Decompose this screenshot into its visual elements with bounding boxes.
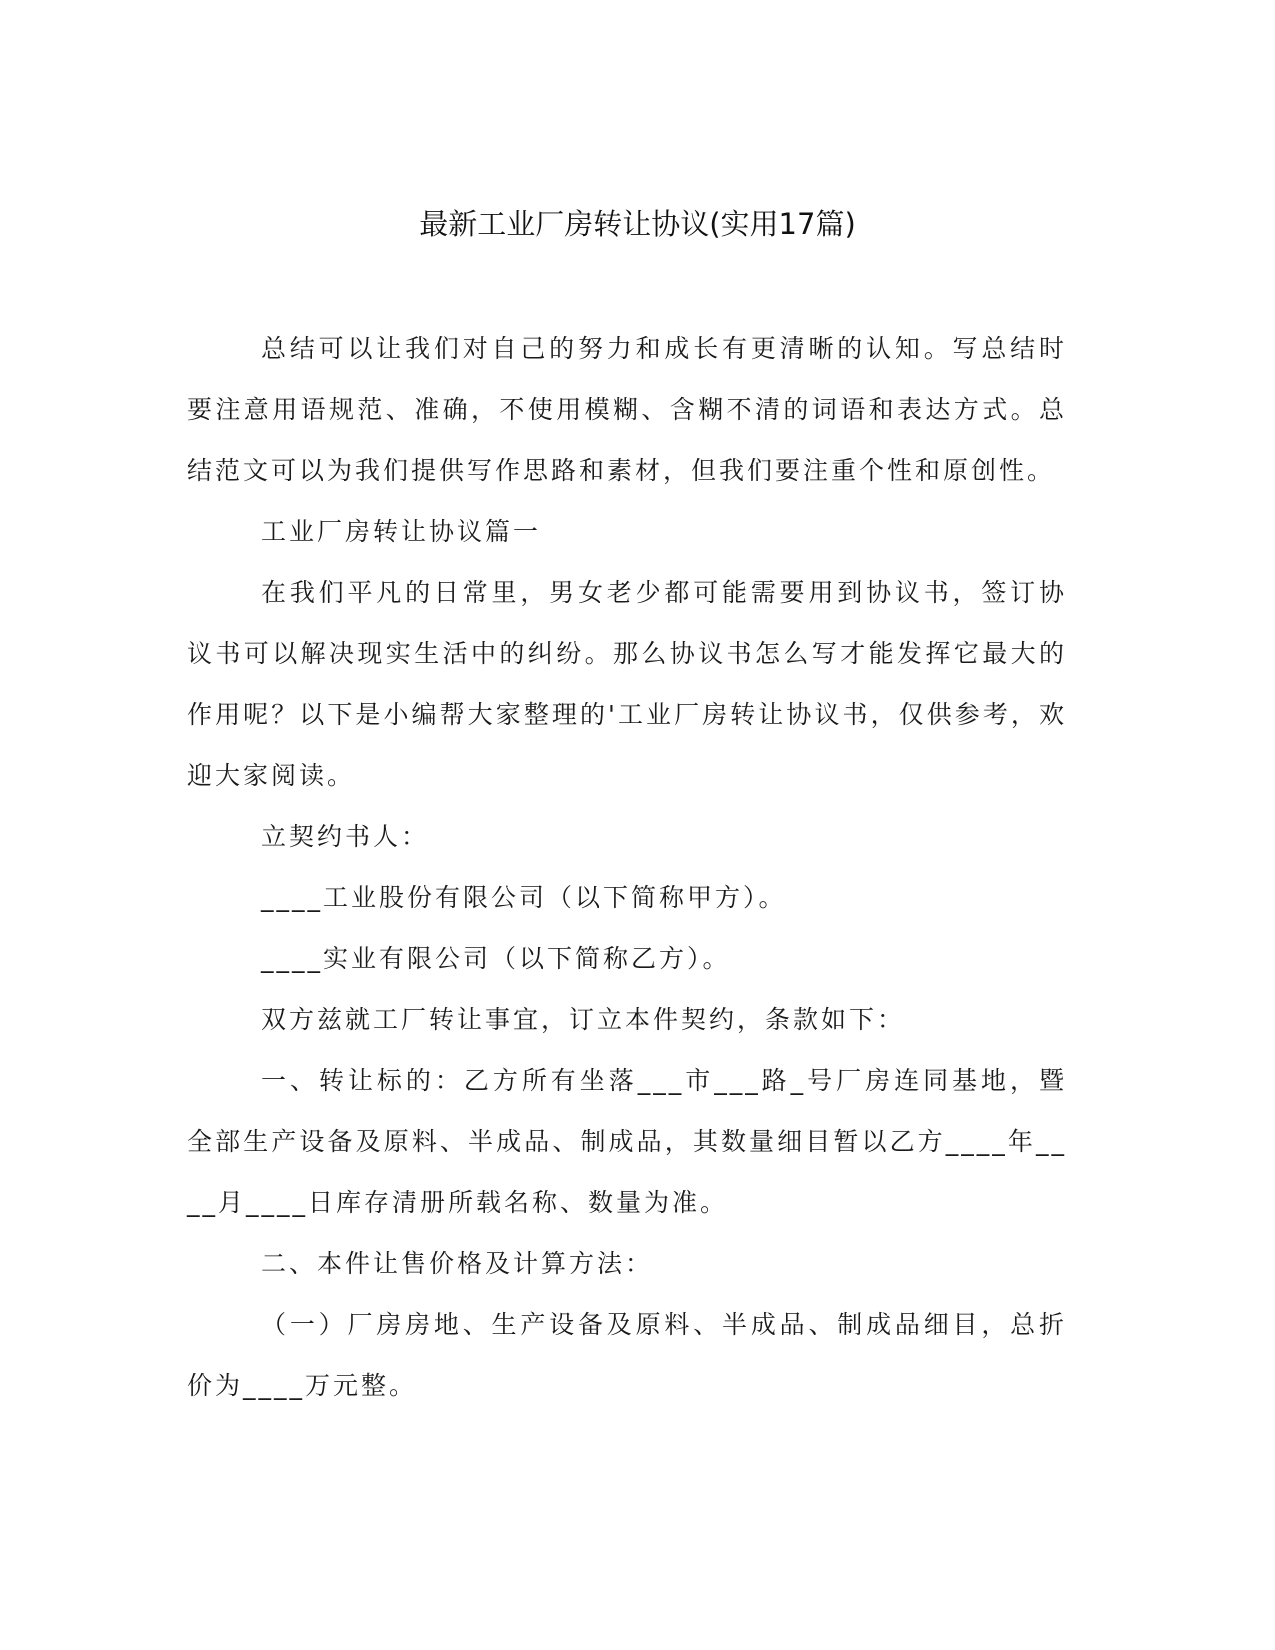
document-body [187, 318, 1067, 1416]
paragraph-preface: 在我们平凡的日常里，男女老少都可能需要用到协议书，签订协议书可以解决现实生活中的纠纷。那么协议书怎么写才能发挥它最大的作用呢？以下是小编帮大家整理的'工业厂房转让协议书，仅供参考，欢迎大家阅读。 [187, 578, 1067, 790]
clause-1: 一、转让标的：乙方所有坐落___市___路_号厂房连同基地，暨全部生产设备及原料、半成品、制成品，其数量细目暂以乙方____年____月____日库存清册所载名称、数量为准。 [187, 1066, 1067, 1217]
paragraph-intro: 总结可以让我们对自己的努力和成长有更清晰的认知。写总结时要注意用语规范、准确，不使用模糊、含糊不清的词语和表达方式。总结范文可以为我们提供写作思路和素材，但我们要注重个性和原创性。 [187, 334, 1067, 485]
clause-2: 二、本件让售价格及计算方法： [261, 1249, 654, 1278]
paragraph-parties-label: 立契约书人： [261, 822, 430, 851]
paragraph-party-a: ____工业股份有限公司（以下简称甲方）。 [261, 883, 787, 912]
paragraph-party-b: ____实业有限公司（以下简称乙方）。 [261, 944, 731, 973]
paragraph-agreement-intro: 双方兹就工厂转让事宜，订立本件契约，条款如下： [261, 1005, 906, 1034]
clause-2-item-1: （一）厂房房地、生产设备及原料、半成品、制成品细目，总折价为____万元整。 [187, 1310, 1067, 1400]
document-title: 最新工业厂房转让协议(实用17篇) [419, 207, 856, 241]
section-heading: 工业厂房转让协议篇一 [261, 517, 542, 546]
